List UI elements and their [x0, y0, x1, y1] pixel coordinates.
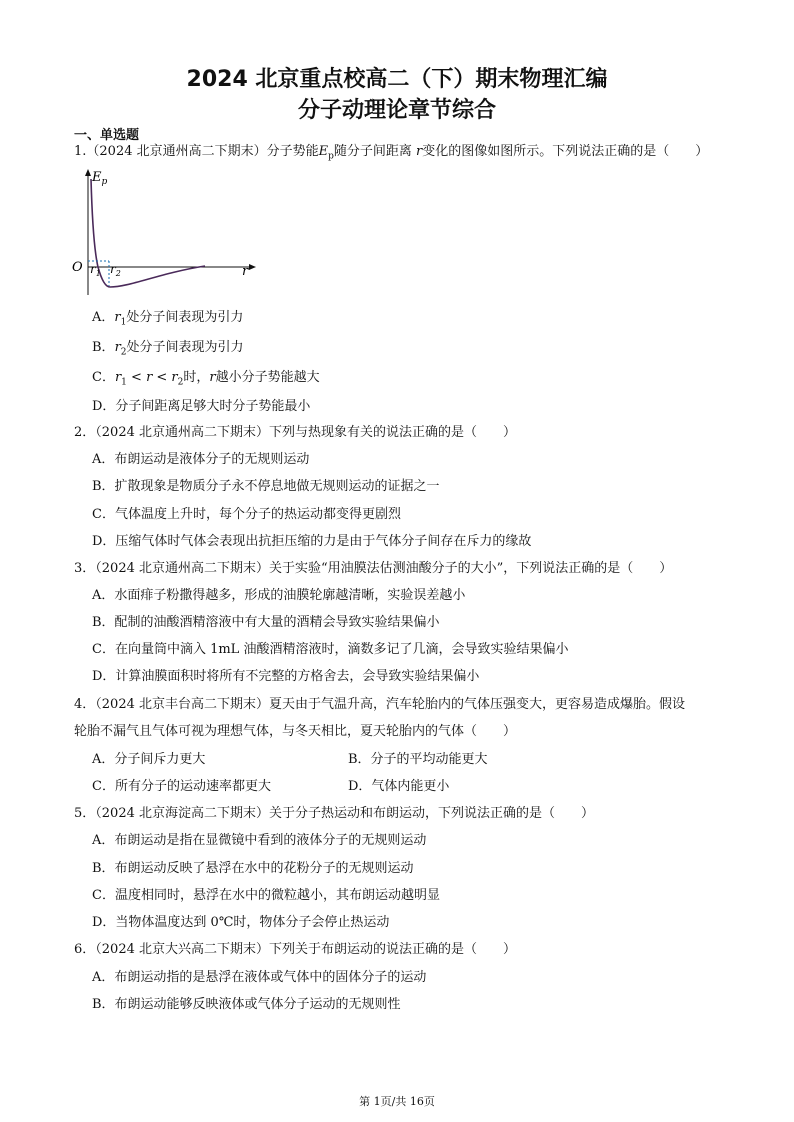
q5-option-c: C．温度相同时，悬浮在水中的微粒越小，其布朗运动越明显: [92, 888, 440, 903]
question-6-stem: 6．（2024 北京大兴高二下期末）下列关于布朗运动的说法正确的是（ ）: [74, 942, 516, 957]
q2-option-a: A．布朗运动是液体分子的无规则运动: [92, 452, 310, 467]
q2-option-b: B．扩散现象是物质分子永不停息地做无规则运动的证据之一: [92, 479, 440, 494]
question-2-stem: 2．（2024 北京通州高二下期末）下列与热现象有关的说法正确的是（ ）: [74, 425, 516, 440]
section-heading: 一、单选题: [74, 128, 140, 143]
q4-option-c: C．所有分子的运动速率都更大: [92, 779, 271, 794]
q2-option-c: C．气体温度上升时，每个分子的热运动都变得更剧烈: [92, 507, 401, 522]
page-subtitle: 分子动理论章节综合: [297, 98, 496, 123]
q1-option-b: B．$r_2$处分子间表现为引力: [92, 340, 244, 358]
q3-option-d: D．计算油膜面积时将所有不完整的方格舍去，会导致实验结果偏小: [92, 669, 480, 684]
q5-option-d: D．当物体温度达到 0℃时，物体分子会停止热运动: [92, 915, 390, 930]
question-5-stem: 5．（2024 北京海淀高二下期末）关于分子热运动和布朗运动，下列说法正确的是（ ）: [74, 806, 594, 821]
q3-option-a: A．水面痱子粉撒得越多，形成的油膜轮廓越清晰，实验误差越小: [92, 588, 466, 603]
graph-r2-label: $r_2$: [110, 262, 121, 278]
graph-r1-label: $r_1$: [90, 262, 101, 278]
question-3-stem: 3．（2024 北京通州高二下期末）关于实验“用油膜法估测油酸分子的大小”，下列说法正确的是（ ）: [74, 561, 673, 576]
q6-option-a: A．布朗运动指的是悬浮在液体或气体中的固体分子的运动: [92, 970, 427, 985]
graph-origin-label: O: [72, 260, 83, 275]
page-title: 2024 北京重点校高二（下）期末物理汇编: [186, 67, 608, 92]
q3-option-c: C．在向量筒中滴入 1mL 油酸酒精溶液时，滴数多记了几滴，会导致实验结果偏小: [92, 642, 569, 657]
question-1-stem: 1.（2024 北京通州高二下期末）分子势能$E_p$随分子间距离 r变化的图像如图所示。下列说法正确的是（ ）: [74, 144, 709, 162]
q5-option-a: A．布朗运动是指在显微镜中看到的液体分子的无规则运动: [92, 833, 427, 848]
potential-energy-graph: [70, 165, 260, 300]
q2-option-d: D．压缩气体时气体会表现出抗拒压缩的力是由于气体分子间存在斥力的缘故: [92, 534, 532, 549]
q4-option-b: B．分子的平均动能更大: [348, 752, 488, 767]
graph-x-label: r: [242, 264, 249, 279]
q6-option-b: B．布朗运动能够反映液体或气体分子运动的无规则性: [92, 997, 401, 1012]
question-4-stem-line1: 4．（2024 北京丰台高二下期末）夏天由于气温升高，汽车轮胎内的气体压强变大，更容易造成爆胎。假设: [74, 697, 685, 712]
q4-option-a: A．分子间斥力更大: [92, 752, 206, 767]
q5-option-b: B．布朗运动反映了悬浮在水中的花粉分子的无规则运动: [92, 861, 414, 876]
page-footer: 第 1页/共 16页: [359, 1095, 435, 1108]
graph-y-label: $E_p$: [92, 170, 108, 187]
q1-option-a: A．$r_1$处分子间表现为引力: [92, 310, 244, 328]
q1-option-c: C．$r_1 < r < r_2$时，r越小分子势能越大: [92, 370, 320, 388]
q1-option-d: D．分子间距离足够大时分子势能最小: [92, 399, 311, 414]
q3-option-b: B．配制的油酸酒精溶液中有大量的酒精会导致实验结果偏小: [92, 615, 440, 630]
question-4-stem-line2: 轮胎不漏气且气体可视为理想气体，与冬天相比，夏天轮胎内的气体（ ）: [74, 724, 517, 739]
q4-option-d: D．气体内能更小: [348, 779, 450, 794]
